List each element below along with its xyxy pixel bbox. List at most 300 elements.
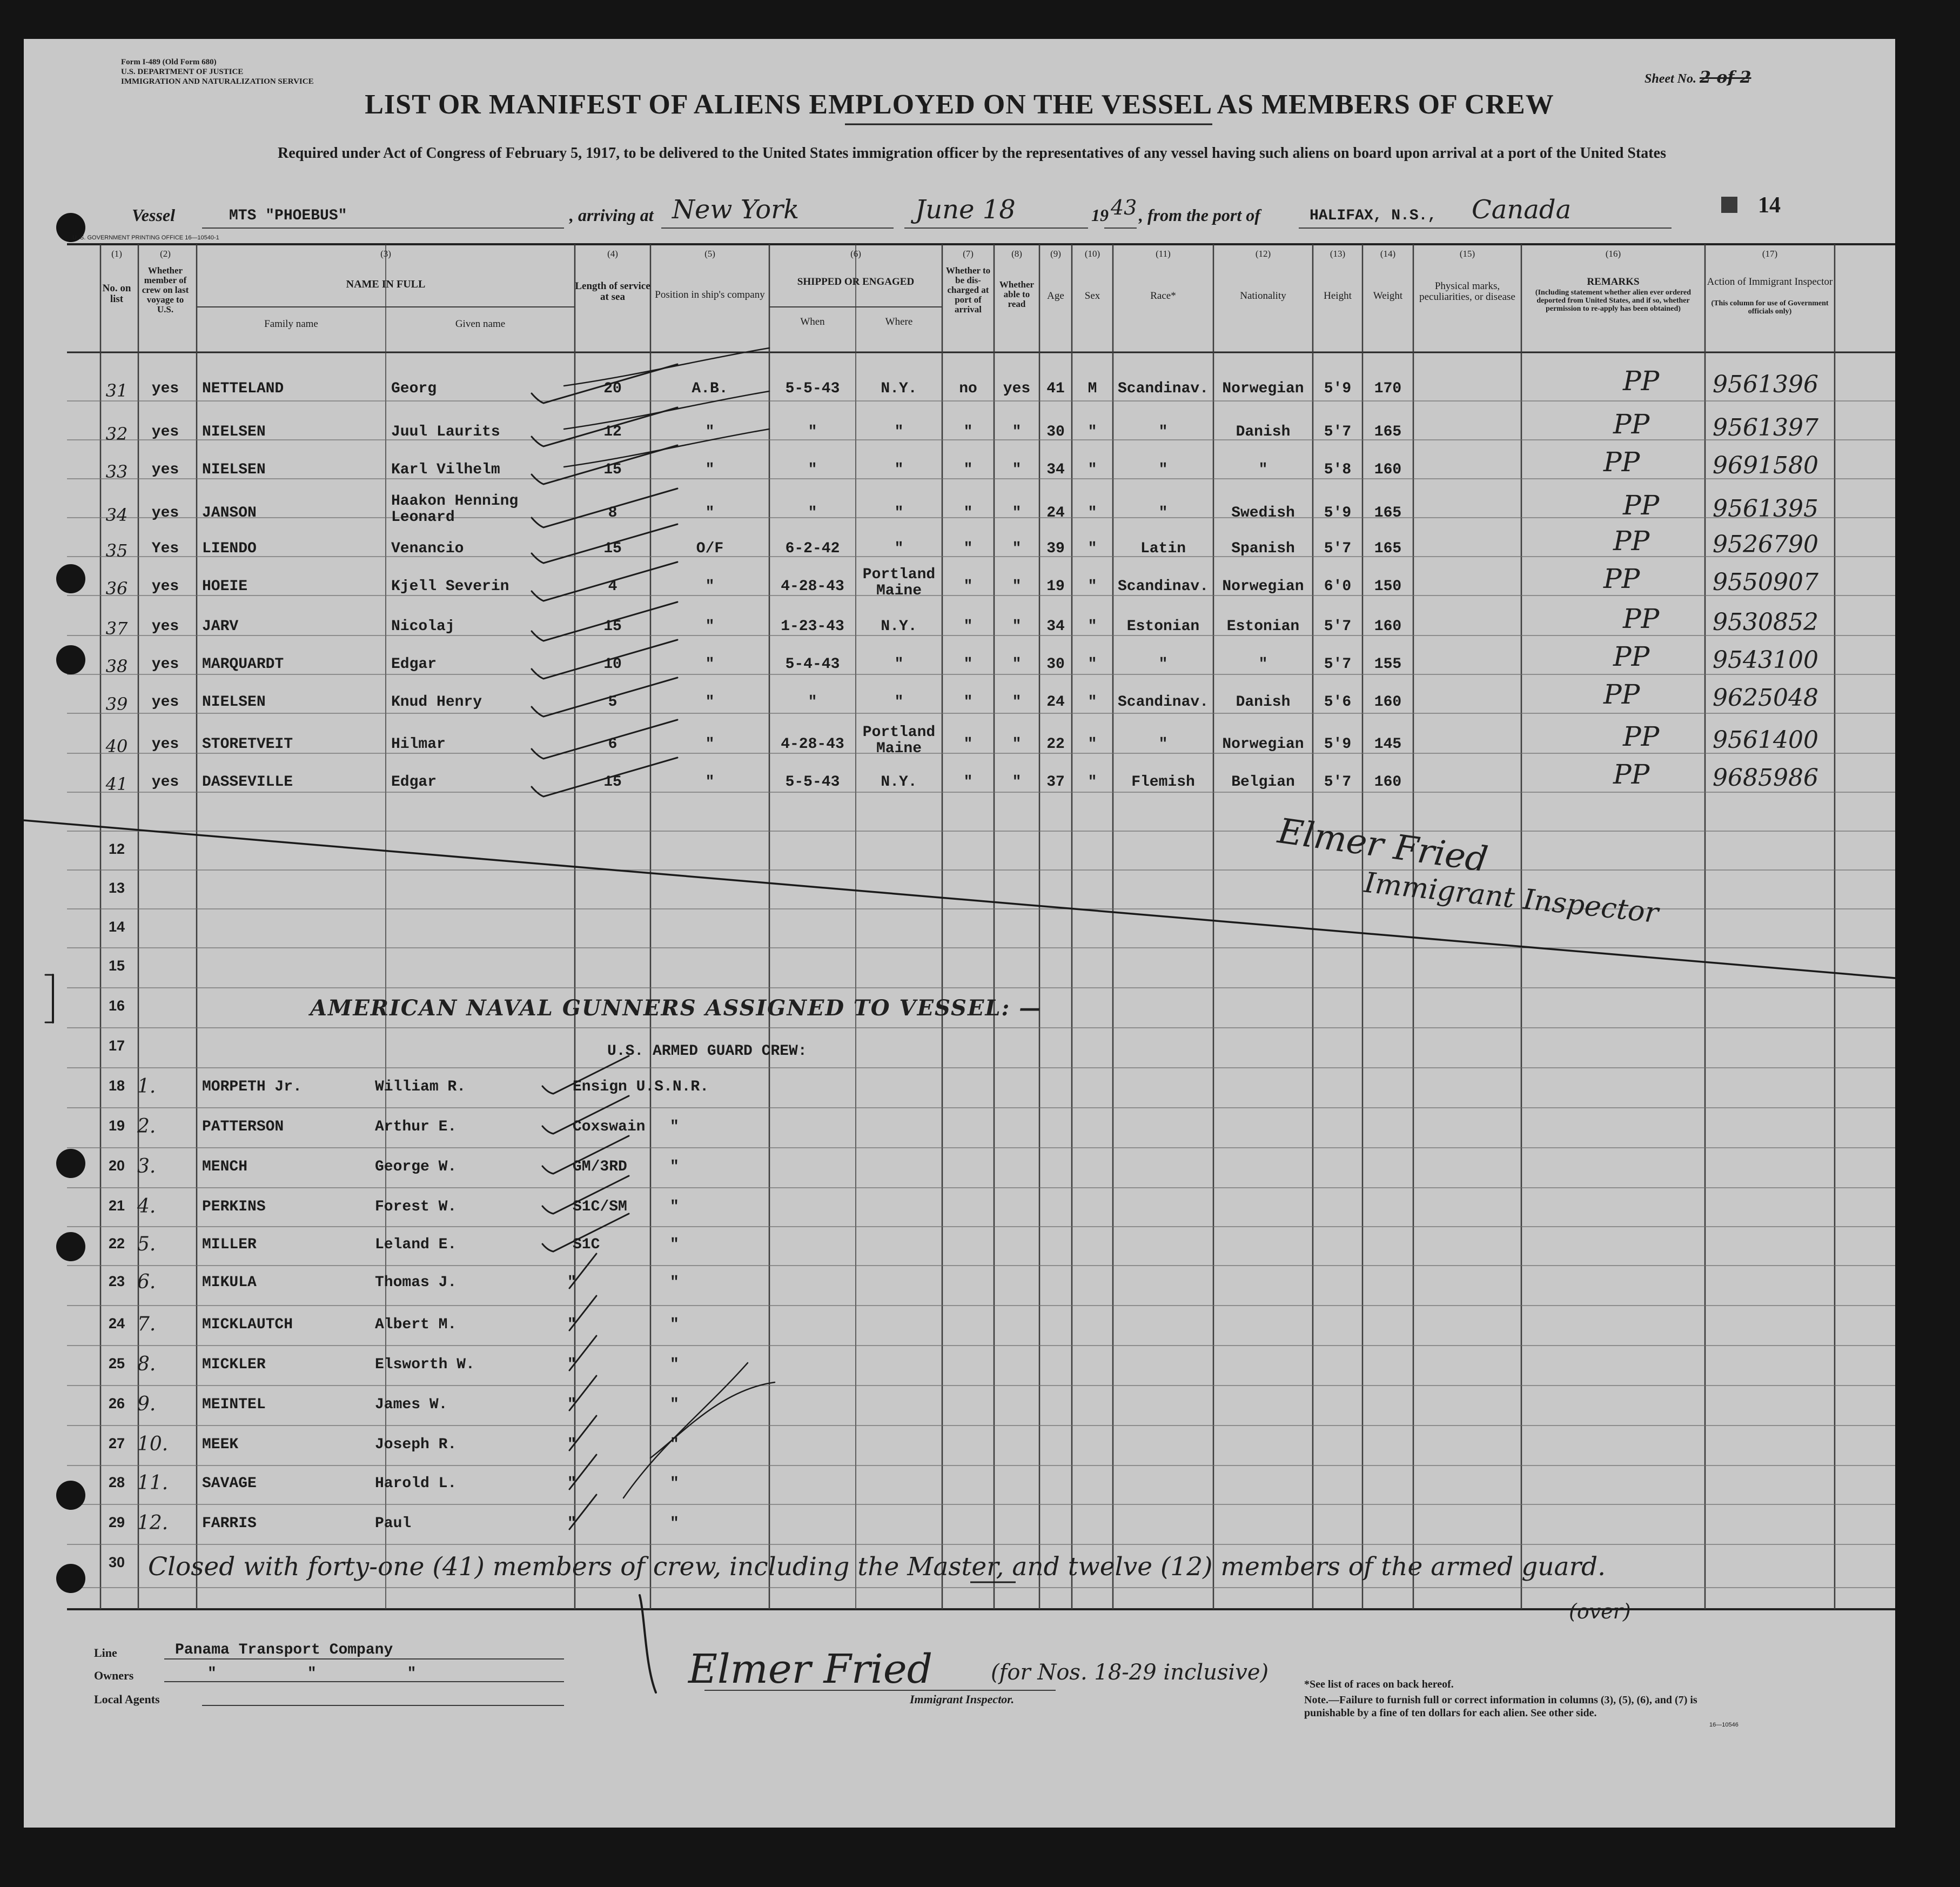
line-number: 12 [108,841,125,857]
crew-service: 5 [608,694,617,711]
crew-remarks: PP [1603,563,1640,594]
crew-discharged: " [963,736,973,753]
col-num: (9) [1050,249,1061,259]
line-number: 15 [108,958,125,974]
crew-shipped-when: 6-2-42 [785,540,840,557]
crew-member: Yes [151,540,179,557]
gunner-ditto: " [670,1475,679,1492]
crew-discharged: " [963,424,973,440]
crew-member: yes [151,618,179,635]
crew-service: 20 [603,380,622,397]
crew-shipped-where: Portland [862,566,936,583]
crew-age: 39 [1046,540,1065,557]
crew-weight: 160 [1374,694,1402,711]
gunner-rank: S1C/SM [573,1199,627,1215]
arriving-label: , arriving at [569,205,654,225]
crew-family-name: MARQUARDT [202,656,284,673]
header-age: Age [1047,290,1064,302]
crew-shipped-when: " [808,694,817,711]
bottom-signature-note: (for Nos. 18-29 inclusive) [991,1660,1269,1685]
inspector-title: Immigrant Inspector [1362,866,1660,930]
arrival-date: June 18 [915,195,1016,225]
gunner-family-name: SAVAGE [202,1475,257,1492]
crew-given-name: Kjell Severin [391,578,509,595]
crew-able-read: " [1012,540,1022,557]
crew-weight: 145 [1374,736,1402,753]
crew-height: 5'9 [1324,505,1352,521]
line-number: 27 [108,1435,125,1451]
page-title: LIST OR MANIFEST OF ALIENS EMPLOYED ON THE VESSEL AS MEMBERS OF CREW [365,89,1554,120]
crew-able-read: " [1012,505,1022,521]
crew-service: 10 [603,656,622,673]
check-flourish [650,1382,775,1458]
crew-shipped-when: 4-28-43 [781,578,844,595]
crew-discharged: " [963,461,973,478]
crew-no: 33 [105,461,128,482]
crew-shipped-when: " [808,424,817,440]
crew-race: Scandinav. [1117,578,1209,595]
crew-able-read: " [1012,618,1022,635]
crew-nationality: " [1258,656,1268,673]
crew-weight: 160 [1374,461,1402,478]
note-label: Note. [1304,1694,1328,1706]
header-where: Where [885,316,913,327]
gunner-rank: GM/3RD [573,1159,627,1175]
crew-shipped-when: " [808,461,817,478]
col-num: (3) [380,249,391,259]
crew-sex: " [1088,540,1097,557]
line-number: 13 [108,880,125,896]
crew-discharged: " [963,618,973,635]
gunner-rank: " [567,1515,576,1532]
header-length-service: Length of service at sea [575,280,650,303]
crew-no: 40 [105,736,128,757]
crew-weight: 150 [1374,578,1402,595]
crew-sex: " [1088,461,1097,478]
crew-family-name: NETTELAND [202,380,284,397]
crew-given-name-line2: Leonard [391,509,455,526]
crew-height: 5'7 [1324,774,1352,791]
gunner-ditto: " [670,1316,679,1333]
crew-height: 6'0 [1324,578,1352,595]
crew-given-name: Edgar [391,774,437,791]
crew-inspector-action: 9550907 [1713,568,1818,596]
col-num: (4) [607,249,618,259]
crew-shipped-where: " [894,461,904,478]
crew-height: 5'7 [1324,540,1352,557]
crew-service: 6 [608,736,617,753]
penalty-note [1304,1694,1731,1719]
header-physical: Physical marks, peculiarities, or disease [1419,280,1515,303]
crew-inspector-action: 9561396 [1713,371,1818,398]
crew-shipped-when: 4-28-43 [781,736,844,753]
gunner-seq: 9. [137,1393,156,1415]
header-discharged: Whether to be dis-charged at port of arrival [945,265,991,314]
gunner-family-name: MILLER [202,1236,257,1253]
line-number: 25 [108,1355,125,1371]
crew-height: 5'6 [1324,694,1352,711]
gunner-rank: " [567,1316,576,1333]
crew-family-name: DASSEVILLE [202,774,293,791]
crew-weight: 160 [1374,618,1402,635]
crew-given-name: Edgar [391,656,437,673]
crew-age: 22 [1046,736,1065,753]
year-suffix: 43 [1111,196,1137,219]
crew-sex: " [1088,505,1097,521]
col-num: (1) [111,249,122,259]
owners-label: Owners [94,1669,134,1682]
crew-race: " [1158,461,1168,478]
col-num: (8) [1011,249,1022,259]
crew-given-name: Haakon Henning [391,493,519,510]
crew-family-name: NIELSEN [202,424,266,440]
corner-mark [1721,197,1737,213]
crew-able-read: " [1012,424,1022,440]
crew-given-name: Nicolaj [391,618,455,635]
local-agents-label: Local Agents [94,1692,160,1706]
crew-able-read: yes [1003,380,1031,397]
crew-position: " [705,656,715,673]
header-when: When [800,316,825,327]
crew-remarks: PP [1623,490,1660,521]
crew-weight: 160 [1374,774,1402,791]
crew-inspector-action: 9625048 [1713,684,1818,712]
department: U.S. DEPARTMENT OF JUSTICE [121,68,244,76]
header-position: Position in ship's company [655,289,765,300]
crew-no: 32 [105,424,128,444]
header-given-name: Given name [455,318,506,330]
crew-member: yes [151,774,179,791]
crew-race: Estonian [1126,618,1200,635]
crew-shipped-where: " [894,540,904,557]
crew-weight: 165 [1374,540,1402,557]
gunner-family-name: PERKINS [202,1199,266,1215]
crew-member: yes [151,694,179,711]
crew-remarks: PP [1613,759,1650,790]
service-name: IMMIGRATION AND NATURALIZATION SERVICE [121,77,314,86]
crew-nationality: Estonian [1226,618,1300,635]
crew-sex: " [1088,578,1097,595]
crew-position: " [705,461,715,478]
gunner-given-name: Arthur E. [375,1119,457,1135]
crew-no: 39 [105,694,128,714]
crew-remarks: PP [1623,365,1660,397]
manifest-page [24,39,1895,1828]
gunner-seq: 1. [137,1075,156,1098]
gunner-family-name: MEINTEL [202,1396,266,1413]
crew-discharged: no [959,380,977,397]
year-prefix: 19 [1091,205,1109,225]
gunner-seq: 5. [137,1233,156,1255]
col-num: (13) [1330,249,1346,259]
form-number: Form I-489 (Old Form 680) [121,58,217,66]
gunner-rank: S1C [573,1236,600,1253]
crew-remarks: PP [1603,446,1640,478]
gunner-seq: 11. [137,1472,169,1494]
crew-inspector-action: 9561397 [1713,414,1818,441]
col-num: (16) [1605,249,1621,259]
crew-position: " [705,618,715,635]
crew-no: 37 [105,618,128,639]
form-code: 16—10546 [1709,1722,1739,1728]
header-remarks: REMARKS [1587,276,1640,287]
crew-race: " [1158,736,1168,753]
line-number: 18 [108,1078,125,1094]
crew-member: yes [151,380,179,397]
gunner-given-name: William R. [375,1079,466,1095]
crew-race: Latin [1140,540,1186,557]
crew-shipped-where: " [894,424,904,440]
crew-sex: " [1088,694,1097,711]
crew-family-name: STORETVEIT [202,736,293,753]
header-race: Race* [1150,290,1176,302]
line-number: 17 [108,1038,125,1054]
crew-shipped-where-line2: Maine [876,583,922,599]
crew-able-read: " [1012,578,1022,595]
header-action: Action of Immigrant Inspector [1707,276,1833,287]
gunner-seq: 10. [137,1433,169,1455]
crew-family-name: LIENDO [202,540,257,557]
line-number: 19 [108,1118,125,1134]
gunner-rank: Coxswain [573,1119,646,1135]
gunner-ditto: " [670,1396,679,1413]
gunner-given-name: Joseph R. [375,1436,457,1453]
crew-able-read: " [1012,694,1022,711]
crew-race: Flemish [1131,774,1195,791]
crew-remarks: PP [1623,603,1660,634]
crew-height: 5'9 [1324,380,1352,397]
crew-service: 12 [603,424,622,440]
gunner-family-name: MICKLER [202,1356,266,1373]
line-number: 23 [108,1273,125,1289]
crew-given-name: Hilmar [391,736,446,753]
gunner-family-name: MICKLAUTCH [202,1316,293,1333]
crew-inspector-action: 9530852 [1713,608,1818,636]
crew-age: 30 [1046,656,1065,673]
crew-shipped-when: " [808,505,817,521]
crew-able-read: " [1012,736,1022,753]
crew-no: 38 [105,656,128,677]
crew-shipped-where: Portland [862,724,936,741]
crew-shipped-when: 1-23-43 [781,618,844,635]
crew-age: 41 [1046,380,1065,397]
crew-shipped-where: " [894,505,904,521]
punch-hole [56,1481,85,1510]
crew-given-name: Knud Henry [391,694,482,711]
gunners-heading: AMERICAN NAVAL GUNNERS ASSIGNED TO VESSEL: — [310,995,1042,1021]
crew-nationality: Danish [1236,694,1291,711]
crew-member: yes [151,461,179,478]
col-num: (7) [963,249,974,259]
crew-height: 5'9 [1324,736,1352,753]
gunner-given-name: George W. [375,1159,457,1175]
crew-service: 15 [603,774,622,791]
col-num: (14) [1380,249,1396,259]
header-member-crew: Whether member of crew on last voyage to U.S. [142,265,189,314]
crew-given-name: Karl Vilhelm [391,461,500,478]
crew-inspector-action: 9685986 [1713,764,1818,792]
gunner-ditto: " [670,1236,679,1253]
gunner-family-name: MIKULA [202,1274,257,1291]
crew-shipped-when: 5-5-43 [785,380,840,397]
gunner-rank: " [567,1436,576,1453]
line-number: 21 [108,1197,125,1214]
crew-height: 5'7 [1324,424,1352,440]
crew-family-name: JARV [202,618,239,635]
crew-discharged: " [963,694,973,711]
header-action-note: (This column for use of Government officials only) [1711,299,1829,316]
over-note: (over) [1569,1600,1631,1623]
gunner-given-name: Leland E. [375,1236,457,1253]
bottom-signature-title: Immigrant Inspector. [910,1692,1015,1706]
armed-guard-heading: U.S. ARMED GUARD CREW: [607,1043,807,1060]
crew-inspector-action: 9691580 [1713,452,1818,479]
line-value: Panama Transport Company [175,1642,393,1658]
gunner-given-name: Thomas J. [375,1274,457,1291]
crew-able-read: " [1012,461,1022,478]
crew-age: 34 [1046,618,1065,635]
sheet-number [1644,68,1751,87]
header-nationality: Nationality [1240,290,1286,302]
crew-service: 15 [603,461,622,478]
crew-able-read: " [1012,774,1022,791]
gunner-given-name: Albert M. [375,1316,457,1333]
crew-no: 35 [105,540,128,561]
crew-sex: " [1088,618,1097,635]
form-number-block [121,57,314,86]
header-remarks-note: (Including statement whether alien ever ordered deported from United States, and if so, whether permission to re-apply has been obtained) [1535,289,1691,313]
crew-shipped-where: " [894,694,904,711]
line-number: 24 [108,1315,125,1331]
check-flourish [623,1363,748,1498]
gunner-ditto: " [670,1274,679,1291]
line-number: 22 [108,1235,125,1252]
crew-member: yes [151,505,179,521]
crew-service: 15 [603,618,622,635]
gunner-given-name: Harold L. [375,1475,457,1492]
gunner-ditto: " [670,1436,679,1453]
crew-member: yes [151,578,179,595]
crew-position: " [705,736,715,753]
crew-family-name: JANSON [202,505,257,521]
crew-member: yes [151,656,179,673]
arriving-port: New York [672,195,800,225]
gunner-seq: 2. [137,1115,156,1137]
crew-position: " [705,774,715,791]
punch-hole [56,564,85,593]
header-family-name: Family name [264,318,318,330]
crew-shipped-where: N.Y. [881,618,917,635]
bottom-signature: Elmer Fried [688,1646,933,1692]
gunner-rank: Ensign U.S.N.R. [573,1079,709,1095]
line-number: 26 [108,1395,125,1411]
crew-shipped-when: 5-5-43 [785,774,840,791]
line-number: 20 [108,1157,125,1174]
crew-remarks: PP [1623,721,1660,752]
vessel-label: Vessel [132,205,175,225]
gunner-family-name: MENCH [202,1159,248,1175]
vessel-name: MTS "PHOEBUS" [229,208,347,224]
crew-discharged: " [963,774,973,791]
gunner-rank: " [567,1274,576,1291]
col-num: (10) [1084,249,1100,259]
crew-race: " [1158,656,1168,673]
races-note: *See list of races on back hereof. [1304,1678,1454,1690]
crew-service: 4 [608,578,617,595]
crew-nationality: Swedish [1231,505,1295,521]
gunner-seq: 8. [137,1353,156,1375]
crew-sex: M [1088,380,1097,397]
from-port: HALIFAX, N.S., [1310,208,1437,224]
page-number: 14 [1758,193,1781,218]
line-label: Line [94,1646,117,1660]
crew-member: yes [151,736,179,753]
gunner-rank: " [567,1356,576,1373]
crew-inspector-action: 9561395 [1713,495,1818,523]
gunner-rank: " [567,1396,576,1413]
col-num: (15) [1459,249,1475,259]
col-num: (6) [850,249,861,259]
crew-age: 19 [1046,578,1065,595]
crew-inspector-action: 9543100 [1713,646,1818,674]
crew-able-read: " [1012,656,1022,673]
crew-weight: 165 [1374,505,1402,521]
header-able-read: Whether able to read [999,279,1035,309]
gunner-ditto: " [670,1515,679,1532]
gunner-rank: " [567,1475,576,1492]
crew-given-name: Venancio [391,540,464,557]
crew-sex: " [1088,774,1097,791]
crew-remarks: PP [1613,641,1650,672]
gunner-given-name: Elsworth W. [375,1356,475,1373]
crew-shipped-where: " [894,656,904,673]
col-num: (17) [1762,249,1778,259]
crew-race: " [1158,505,1168,521]
crew-nationality: Belgian [1231,774,1295,791]
crew-race: " [1158,424,1168,440]
crew-shipped-where: N.Y. [881,380,917,397]
crew-family-name: HOEIE [202,578,248,595]
crew-family-name: NIELSEN [202,461,266,478]
line-number: 28 [108,1474,125,1490]
note-text: —Failure to furnish full or correct information in columns (3), (5), (6), and (7) is punishable by a fine of ten dollars for each alien. See other side. [1304,1694,1697,1719]
crew-nationality: Norwegian [1222,578,1304,595]
crew-remarks: PP [1603,679,1640,710]
crew-weight: 170 [1374,380,1402,397]
crew-weight: 165 [1374,424,1402,440]
crew-nationality: Spanish [1231,540,1295,557]
crew-age: 30 [1046,424,1065,440]
crew-no: 41 [105,774,128,794]
line-number: 29 [108,1514,125,1530]
header-sex: Sex [1084,290,1100,302]
crew-remarks: PP [1613,525,1650,557]
header-shipped: SHIPPED OR ENGAGED [797,276,915,287]
header-height: Height [1324,290,1352,302]
punch-hole [56,645,85,674]
gunner-ditto: " [670,1159,679,1175]
crew-position: " [705,694,715,711]
gunner-seq: 3. [137,1155,156,1177]
owners-value: " " " [207,1665,417,1682]
gunner-family-name: MEEK [202,1436,239,1453]
gunner-ditto: " [670,1356,679,1373]
punch-hole [56,1564,85,1593]
gunner-family-name: PATTERSON [202,1119,284,1135]
gunner-given-name: Forest W. [375,1199,457,1215]
from-label: , from the port of [1139,205,1260,225]
col-num: (11) [1156,249,1171,259]
